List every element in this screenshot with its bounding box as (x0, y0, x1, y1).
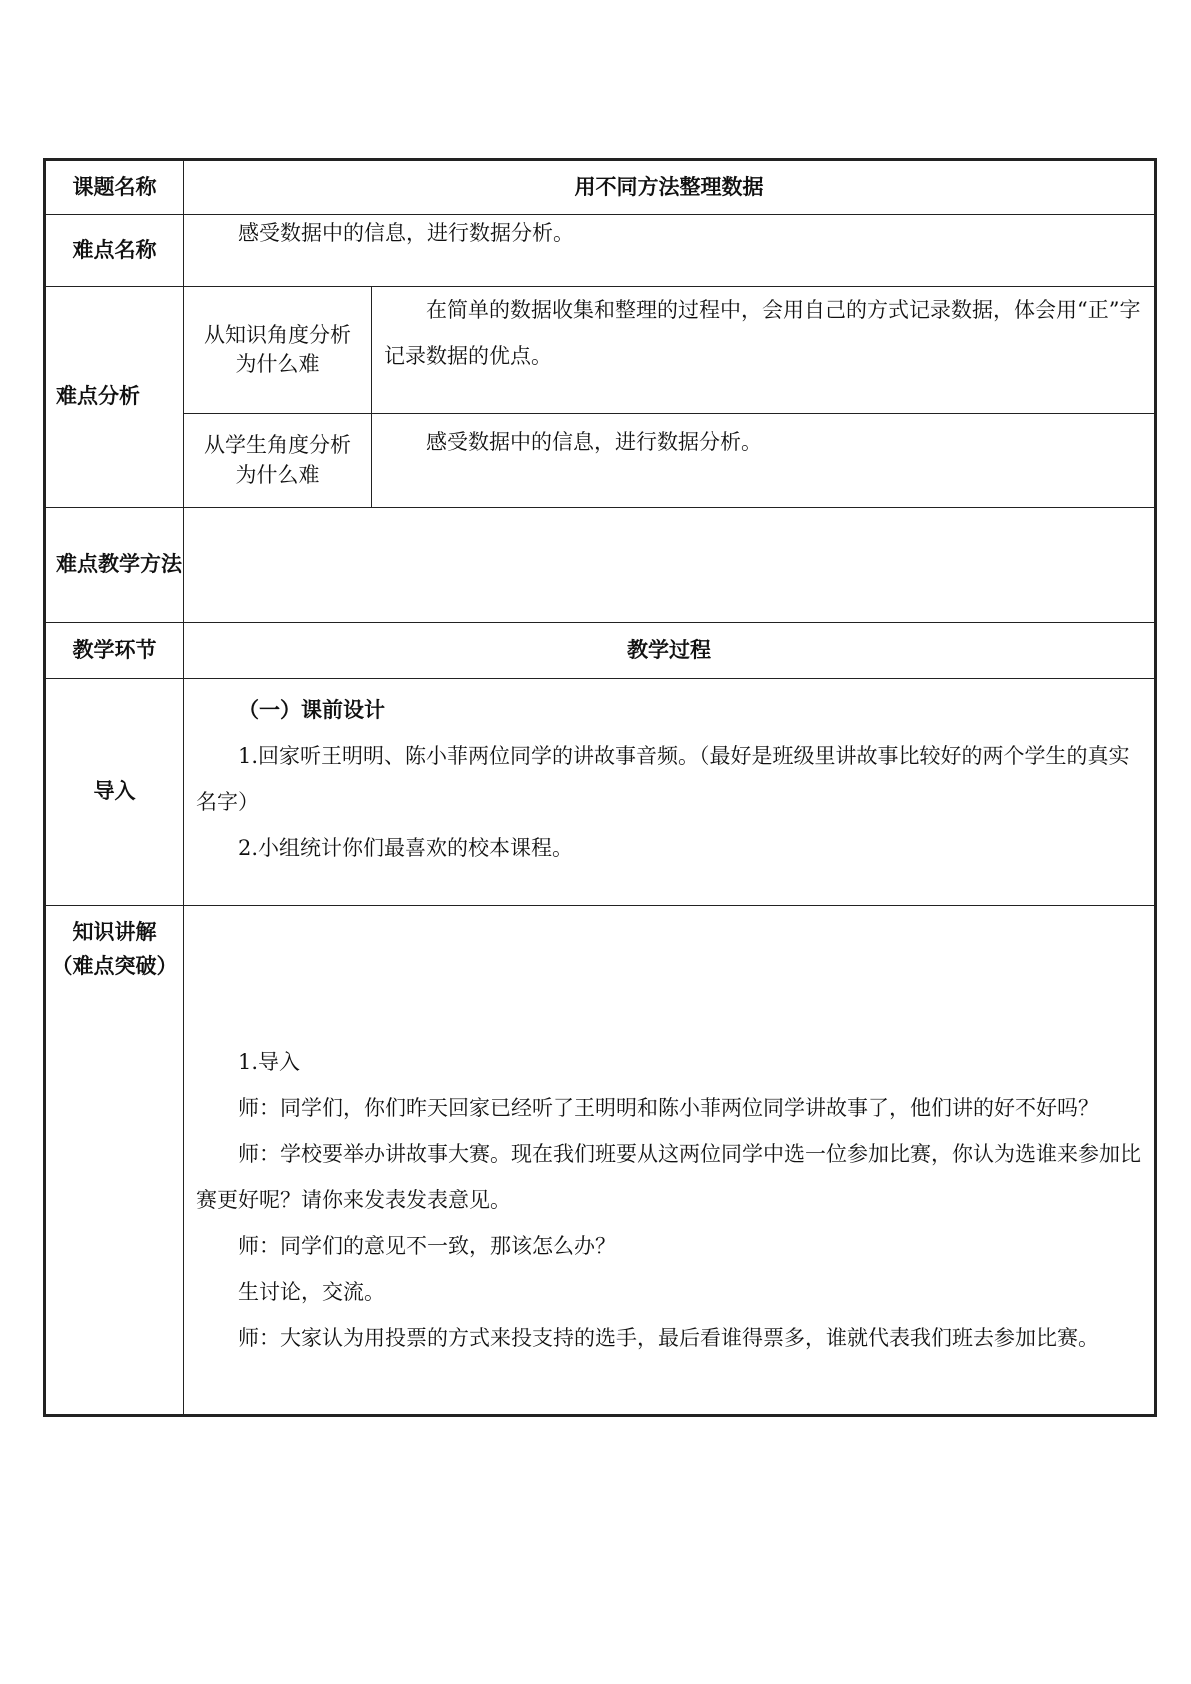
difficulty-label: 难点名称 (45, 215, 184, 287)
knowledge-angle-value: 在简单的数据收集和整理的过程中，会用自己的方式记录数据，体会用“正”字记录数据的优点。 (384, 298, 1141, 368)
intro-heading: （一）课前设计 (238, 698, 385, 722)
method-value (184, 508, 1156, 623)
section-label: 教学环节 (45, 623, 184, 679)
intro-label: 导入 (45, 679, 184, 906)
lesson-plan-table (43, 158, 1157, 1417)
topic-label: 课题名称 (45, 160, 184, 215)
knowledge-paragraph-5: 生讨论，交流。 (238, 1280, 385, 1304)
row-analysis-student (45, 414, 1156, 508)
row-intro (45, 679, 1156, 906)
row-analysis-knowledge (45, 287, 1156, 414)
row-knowledge (45, 906, 1156, 1416)
topic-value: 用不同方法整理数据 (184, 160, 1156, 215)
process-label: 教学过程 (184, 623, 1156, 679)
knowledge-paragraph-6: 师：大家认为用投票的方式来投支持的选手，最后看谁得票多，谁就代表我们班去参加比赛。 (238, 1326, 1099, 1350)
knowledge-paragraph-3: 师：学校要举办讲故事大赛。现在我们班要从这两位同学中选一位参加比赛，你认为选谁来参加比赛更好呢？请你来发表发表意见。 (196, 1142, 1141, 1212)
analysis-label: 难点分析 (45, 287, 184, 508)
method-label: 难点教学方法 (45, 508, 184, 623)
row-difficulty (45, 215, 1156, 287)
knowledge-paragraph-1: 1.导入 (238, 1050, 301, 1074)
knowledge-paragraph-4: 师：同学们的意见不一致，那该怎么办？ (238, 1234, 616, 1258)
knowledge-angle-label: 从知识角度分析为什么难 (184, 287, 372, 414)
knowledge-label-line2: （难点突破） (51, 953, 178, 978)
intro-paragraph-2: 2.小组统计你们最喜欢的校本课程。 (238, 836, 574, 860)
knowledge-paragraph-2: 师：同学们，你们昨天回家已经听了王明明和陈小菲两位同学讲故事了，他们讲的好不好吗？ (238, 1096, 1099, 1120)
row-topic (45, 160, 1156, 215)
student-angle-value: 感受数据中的信息，进行数据分析。 (426, 430, 762, 454)
row-section-header (45, 623, 1156, 679)
row-method (45, 508, 1156, 623)
intro-paragraph-1: 1.回家听王明明、陈小菲两位同学的讲故事音频。（最好是班级里讲故事比较好的两个学生的真实名字） (196, 744, 1130, 814)
knowledge-label-cell (45, 906, 184, 1416)
knowledge-label-line1: 知识讲解 (72, 920, 157, 944)
student-angle-label: 从学生角度分析为什么难 (184, 414, 372, 508)
difficulty-value: 感受数据中的信息，进行数据分析。 (238, 221, 574, 245)
